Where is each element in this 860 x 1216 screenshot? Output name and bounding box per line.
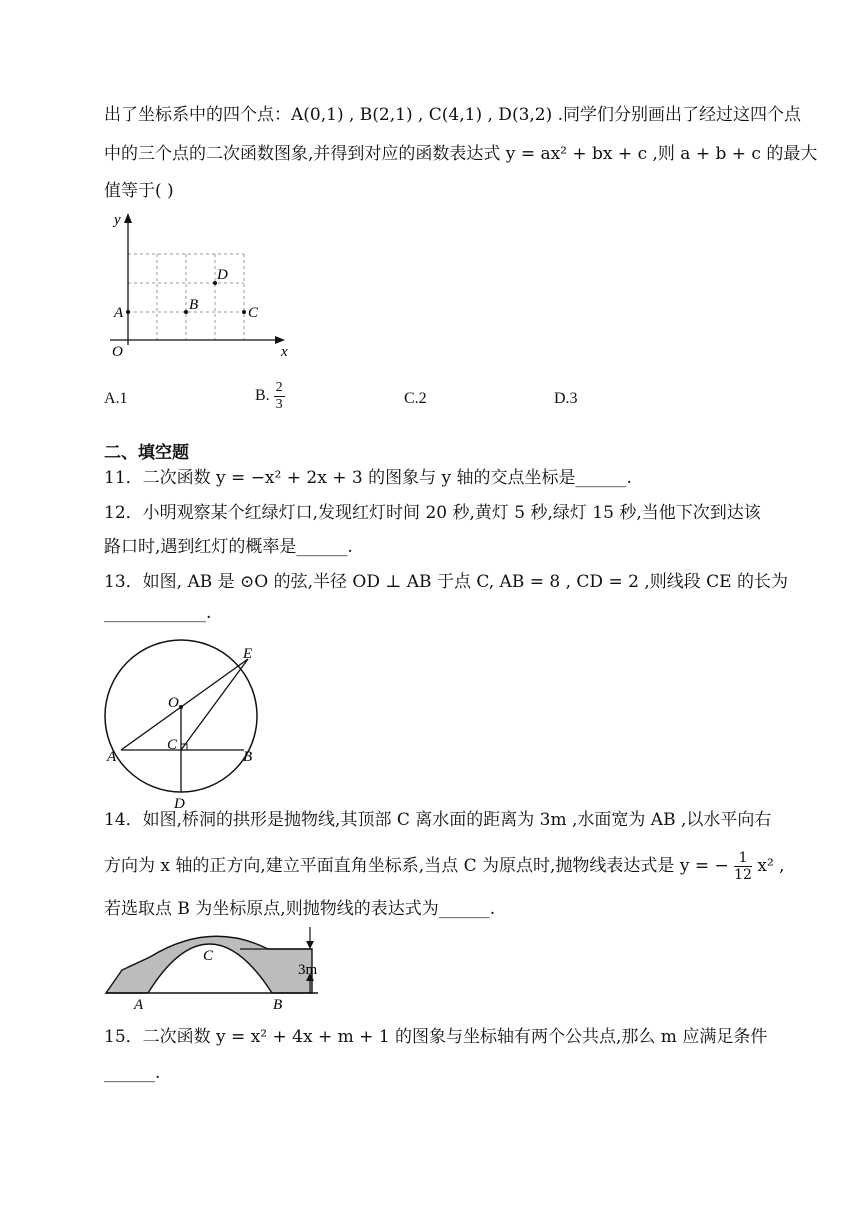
x-axis-label: x xyxy=(281,344,288,360)
label-a: A xyxy=(134,997,144,1013)
label-c: C xyxy=(167,737,178,753)
label-o: O xyxy=(168,695,179,711)
q14-line2-tail: x² , xyxy=(757,856,785,876)
option-b-denominator: 3 xyxy=(275,397,283,412)
point-b-label: B xyxy=(189,297,199,313)
point-a-label: A xyxy=(114,305,124,321)
q10-line1: 出了坐标系中的四个点：A(0,1) , B(2,1) , C(4,1) , D(3,2) .同学们分别画出了经过这四个点 xyxy=(104,105,802,125)
label-3m: 3m xyxy=(298,962,318,978)
label-a: A xyxy=(107,749,117,765)
q13-circle-figure xyxy=(100,632,270,812)
option-d: D.3 xyxy=(554,390,578,407)
q10-line3: 值等于( ) xyxy=(104,181,174,201)
label-b: B xyxy=(243,749,253,765)
q14-frac-numerator: 1 xyxy=(734,850,752,867)
q13-line1: 13．如图, AB 是 ⊙O 的弦,半径 OD ⊥ AB 于点 C, AB = 8 , CD = 2 ,则线段 CE 的长为 xyxy=(104,572,788,592)
q10-line2: 中的三个点的二次函数图象,并得到对应的函数表达式 y = ax² + bx + c ,则 a + b + c 的最大 xyxy=(104,144,818,164)
q15-line1: 15．二次函数 y = x² + 4x + m + 1 的图象与坐标轴有两个公共点,那么 m 应满足条件 xyxy=(104,1027,768,1047)
label-e: E xyxy=(243,646,253,662)
option-c: C.2 xyxy=(404,390,427,407)
point-c-label: C xyxy=(248,305,259,321)
q14-line3: 若选取点 B 为坐标原点,则抛物线的表达式为______. xyxy=(104,899,496,919)
option-b xyxy=(255,380,285,413)
label-d: D xyxy=(174,796,185,812)
q14-line1: 14．如图,桥洞的拱形是抛物线,其顶部 C 离水面的距离为 3m ,水面宽为 AB ,以水平向右 xyxy=(104,810,772,830)
label-b: B xyxy=(273,997,283,1013)
option-b-prefix: B. xyxy=(255,387,270,405)
label-c: C xyxy=(203,948,214,964)
q11-text: 11．二次函数 y = −x² + 2x + 3 的图象与 y 轴的交点坐标是______. xyxy=(104,468,632,488)
q15-line2: ______. xyxy=(104,1063,161,1083)
q14-line2-text: 方向为 x 轴的正方向,建立平面直角坐标系,当点 C 为原点时,抛物线表达式是 y = − xyxy=(104,856,729,876)
origin-label: O xyxy=(112,344,123,360)
q12-line1: 12．小明观察某个红绿灯口,发现红灯时间 20 秒,黄灯 5 秒,绿灯 15 秒,当他下次到达该 xyxy=(104,503,761,523)
q13-line2: ____________. xyxy=(104,603,212,623)
point-d-label: D xyxy=(217,267,228,283)
section-title: 二、填空题 xyxy=(104,443,189,463)
option-b-numerator: 2 xyxy=(275,380,283,395)
q14-frac-denominator: 12 xyxy=(734,867,752,883)
q12-line2: 路口时,遇到红灯的概率是______. xyxy=(104,537,353,557)
q14-bridge-figure xyxy=(100,925,350,1020)
q10-coordinate-figure xyxy=(100,210,300,360)
y-axis-label: y xyxy=(114,212,121,228)
option-a: A.1 xyxy=(104,390,128,407)
q14-line2 xyxy=(104,850,785,883)
